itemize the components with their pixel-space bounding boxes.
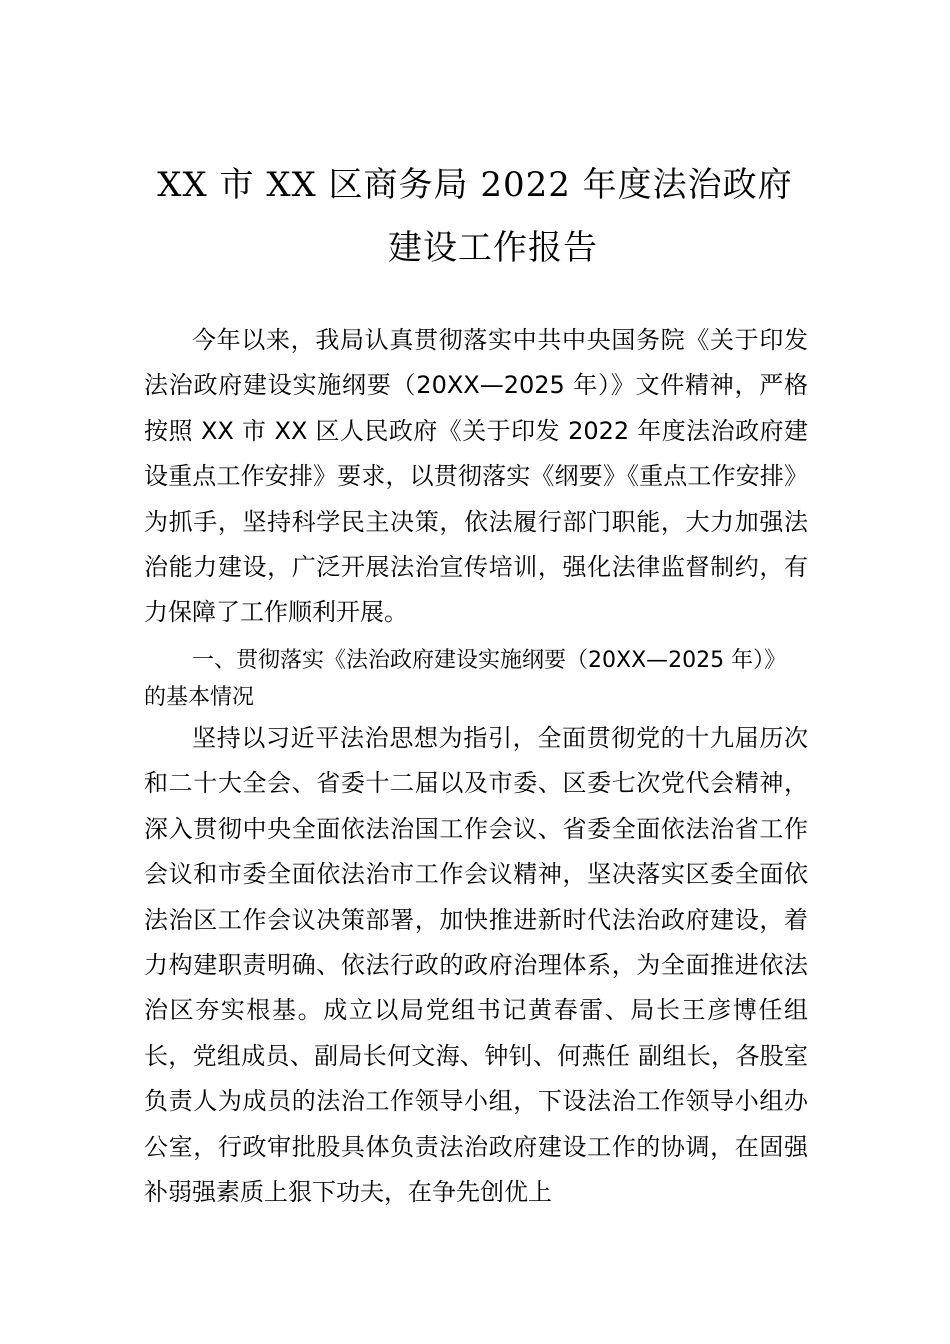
section-1-paragraph: 坚持以习近平法治思想为指引，全面贯彻党的十九届历次和二十大全会、省委十二届以及市委、区委七次党代会精神，深入贯彻中央全面依法治国工作会议、省委全面依法治省工作会议和市委全面依法治市工作会议精神，坚决落实区委全面依法治区工作会议决策部署，加快推进新时代法治政府建设，着力构建职责明确、依法行政的政府治理体系，为全面推进依法治区夯实根基。成立以局党组书记黄春雷、局长王彦博任组长，党组成员、副局长何文海、钟钊、何燕任 副组长，各股室负责人为成员的法治工作领导小组，下设法治工作领导小组办公室，行政审批股具体负责法治政府建设工作的协调，在固强补弱强素质上狠下功夫，在争先创优上 <box>144 724 808 1207</box>
document-title-line-2: 建设工作报告 <box>388 228 598 268</box>
document-title-line-1: XX 市 XX 区商务局 2022 年度法治政府 <box>157 165 793 205</box>
intro-paragraph: 今年以来，我局认真贯彻落实中共中央国务院《关于印发法治政府建设实施纲要（20XX—2025 年）》文件精神，严格按照 XX 市 XX 区人民政府《关于印发 2022 年度法治政府建设重点工作安排》要求，以贯彻落实《纲要》《重点工作安排》为抓手，坚持科学民主决策，依法履行部门职能，大力加强法治能力建设，广泛开展法治宣传培训，强化法律监督制约，有力保障了工作顺利开展。 <box>144 326 808 627</box>
section-1-heading: 一、贯彻落实《法治政府建设实施纲要（20XX—2025 年）》的基本情况 <box>144 648 787 710</box>
